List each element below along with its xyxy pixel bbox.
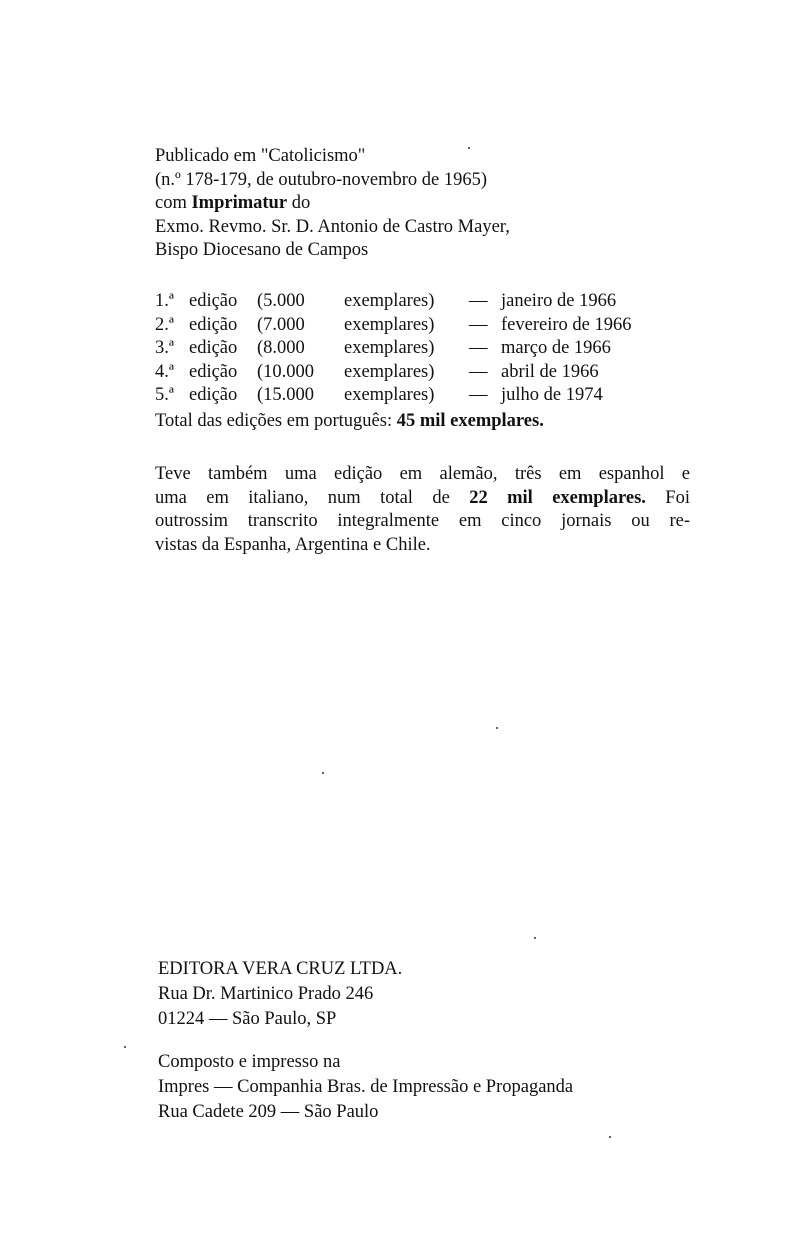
edition-dash: —: [469, 385, 488, 405]
printer-line-1: Composto e impresso na: [158, 1052, 341, 1072]
edition-quantity: (10.000: [257, 361, 315, 382]
edition-label: edição: [189, 314, 238, 335]
edition-dash: —: [469, 361, 488, 382]
imprimatur-line: [155, 192, 510, 216]
edition-quantity: (7.000: [257, 314, 305, 335]
scan-speck: [496, 727, 498, 729]
publisher-city: 01224 — São Paulo, SP: [158, 1009, 337, 1029]
edition-label: edição: [189, 385, 238, 405]
edition-dash: —: [469, 314, 488, 335]
edition-unit: exemplares): [344, 338, 435, 358]
edition-label: edição: [189, 291, 238, 311]
other-editions-line-2-suffix: Foi: [645, 487, 690, 508]
other-editions-line-4: vistas da Espanha, Argentina e Chile.: [155, 534, 431, 555]
other-editions-line-1: Teve também uma edição em alemão, três em espanhol e: [155, 464, 690, 484]
editions-list: [155, 290, 631, 433]
edition-number: 2.ª: [155, 314, 174, 335]
edition-date: fevereiro de 1966: [501, 314, 632, 335]
other-editions-paragraph: [155, 463, 690, 557]
edition-row: [155, 337, 631, 361]
edition-row: [155, 361, 631, 385]
printer-line-2: Impres — Companhia Bras. de Impressão e Propaganda: [158, 1077, 574, 1097]
publication-note: [155, 145, 510, 263]
imprimatur-prefix: com: [155, 193, 192, 213]
edition-dash: —: [469, 291, 488, 311]
edition-date: julho de 1974: [501, 385, 603, 405]
publisher-name: EDITORA VERA CRUZ LTDA.: [158, 959, 403, 979]
other-editions-total: 22 mil exemplares.: [469, 487, 646, 508]
edition-unit: exemplares): [344, 314, 435, 335]
edition-dash: —: [469, 338, 488, 358]
scan-speck: [609, 1136, 611, 1138]
edition-label: edição: [189, 361, 238, 382]
publisher-street: Rua Dr. Martinico Prado 246: [158, 984, 374, 1004]
edition-quantity: (15.000: [257, 385, 315, 405]
edition-date: março de 1966: [501, 338, 611, 358]
edition-unit: exemplares): [344, 385, 435, 405]
publication-line-1: Publicado em "Catolicismo": [155, 146, 366, 166]
other-editions-line-3: outrossim transcrito integralmente em cinco jornais ou re-: [155, 511, 690, 531]
imprimatur-suffix: do: [287, 193, 311, 213]
edition-unit: exemplares): [344, 291, 435, 311]
publisher-address: [158, 957, 402, 1032]
bishop-name-line: Exmo. Revmo. Sr. D. Antonio de Castro Mayer,: [155, 216, 510, 237]
editions-total-value: 45 mil exemplares.: [396, 410, 544, 431]
edition-number: 5.ª: [155, 385, 174, 405]
imprimatur-word: Imprimatur: [191, 193, 288, 213]
scan-speck: [322, 772, 324, 774]
other-editions-line-2: [155, 487, 690, 511]
edition-unit: exemplares): [344, 361, 435, 382]
bishop-title-line: Bispo Diocesano de Campos: [155, 240, 369, 260]
editions-total: [155, 410, 631, 434]
edition-date: janeiro de 1966: [501, 291, 617, 311]
scan-speck: [534, 937, 536, 939]
printer-info: [158, 1050, 573, 1125]
edition-row: [155, 384, 631, 408]
edition-date: abril de 1966: [501, 361, 599, 382]
edition-quantity: (5.000: [257, 291, 305, 311]
printer-line-3: Rua Cadete 209 — São Paulo: [158, 1102, 379, 1122]
other-editions-line-2-prefix: uma em italiano, num total de: [155, 487, 470, 508]
edition-row: [155, 290, 631, 314]
scan-speck: [468, 147, 470, 149]
edition-number: 4.ª: [155, 361, 174, 382]
edition-number: 3.ª: [155, 338, 174, 358]
scan-speck: [124, 1046, 126, 1048]
edition-row: [155, 314, 631, 338]
edition-label: edição: [189, 338, 238, 358]
edition-quantity: (8.000: [257, 338, 305, 358]
editions-total-label: Total das edições em português:: [155, 410, 397, 431]
publication-line-2: (n.º 178-179, de outubro-novembro de 1965): [155, 169, 487, 190]
edition-number: 1.ª: [155, 291, 174, 311]
